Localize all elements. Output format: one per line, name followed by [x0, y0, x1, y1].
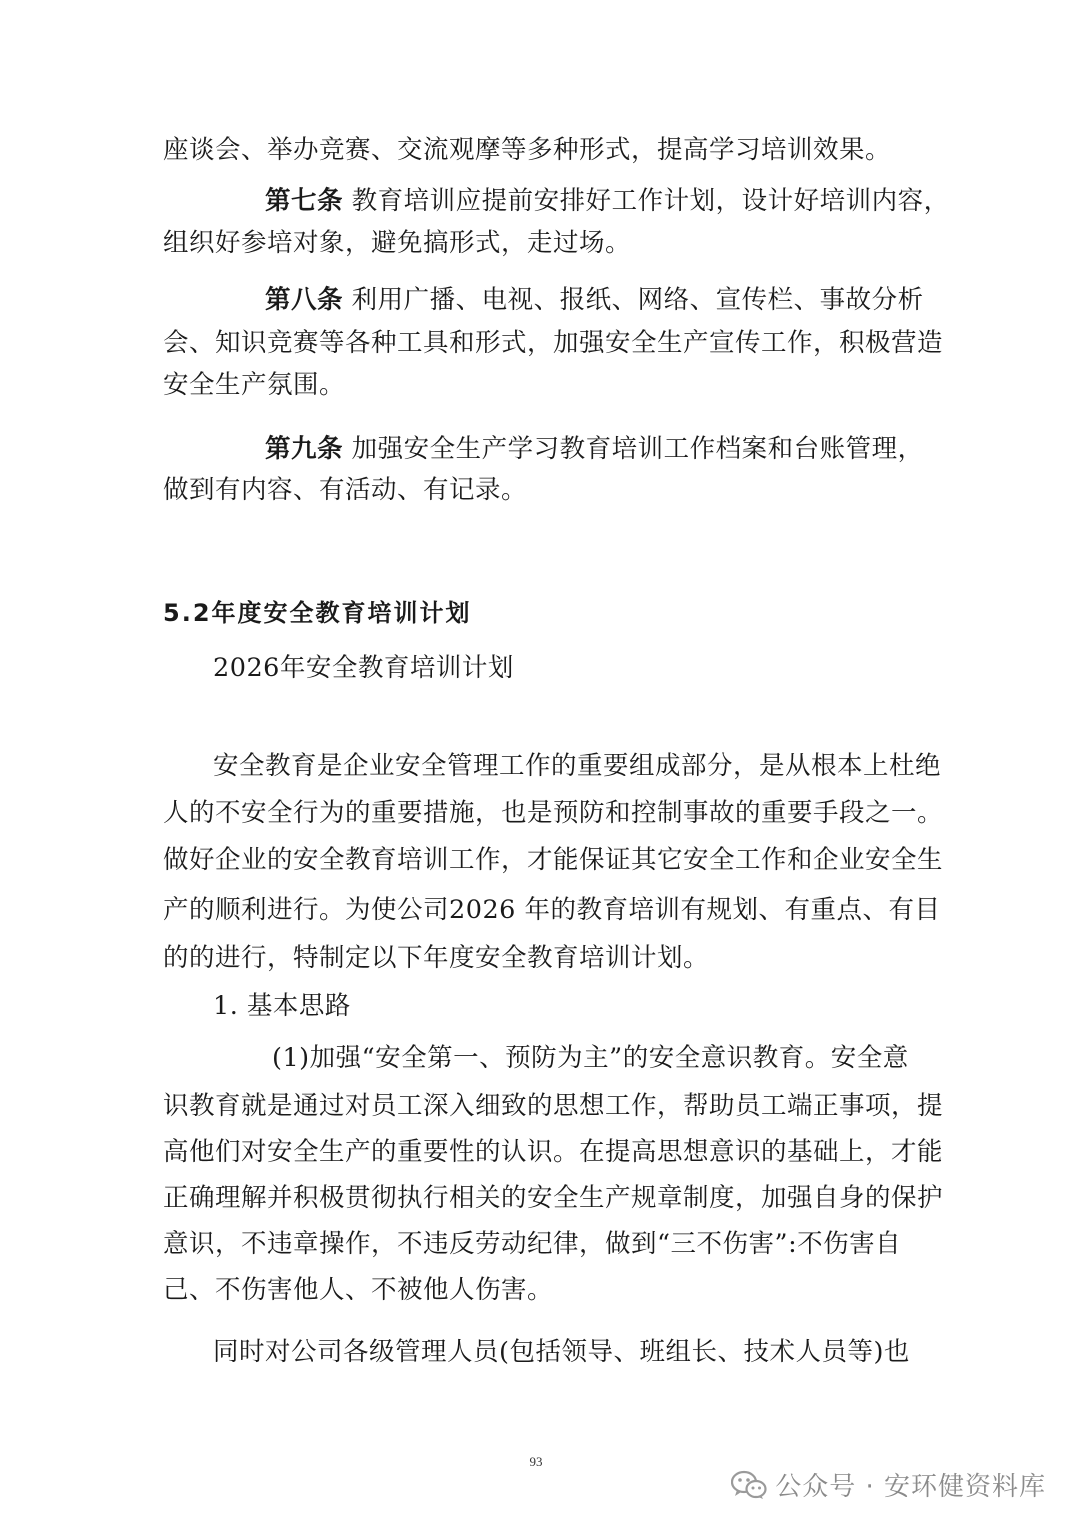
body-line: 组织好参培对象，避免搞形式，走过场。: [163, 228, 632, 258]
article-text: 教育培训应提前安排好工作计划，设计好培训内容，: [351, 186, 950, 216]
body-line: 己、不伤害他人、不被他人伤害。: [163, 1275, 554, 1305]
article-label: 第八条: [265, 285, 344, 315]
article-text: 加强安全生产学习教育培训工作档案和台账管理，: [351, 434, 924, 464]
article-8: [265, 282, 924, 318]
body-line: 安全教育是企业安全管理工作的重要组成部分，是从根本上杜绝: [213, 751, 942, 781]
body-line: 座谈会、举办竞赛、交流观摩等多种形式，提高学习培训效果。: [163, 135, 892, 165]
body-line: 产的顺利进行。为使公司2026 年的教育培训有规划、有重点、有目: [163, 895, 941, 925]
body-line: 安全生产氛围。: [163, 370, 346, 400]
body-line: 同时对公司各级管理人员(包括领导、班组长、技术人员等)也: [213, 1337, 910, 1367]
article-7: [265, 183, 950, 219]
wechat-icon: [731, 1470, 767, 1500]
body-line: 正确理解并积极贯彻执行相关的安全生产规章制度，加强自身的保护: [163, 1183, 944, 1213]
body-line: 做到有内容、有活动、有记录。: [163, 475, 528, 505]
body-line: 的的进行，特制定以下年度安全教育培训计划。: [163, 943, 710, 973]
body-line: 会、知识竞赛等各种工具和形式，加强安全生产宣传工作，积极营造: [163, 328, 944, 358]
page-number: 93: [529, 1454, 543, 1469]
watermark: [731, 1466, 1046, 1503]
body-line: 识教育就是通过对员工深入细致的思想工作，帮助员工端正事项，提: [163, 1091, 944, 1121]
watermark-text: 公众号 · 安环健资料库: [775, 1472, 1046, 1502]
body-line: (1)加强“安全第一、预防为主”的安全意识教育。安全意: [272, 1043, 909, 1073]
article-label: 第七条: [265, 186, 344, 216]
article-text: 利用广播、电视、报纸、网络、宣传栏、事故分析: [351, 285, 924, 315]
body-line: 做好企业的安全教育培训工作，才能保证其它安全工作和企业安全生: [163, 845, 944, 875]
plan-title: 2026年安全教育培训计划: [213, 653, 514, 683]
body-line: 高他们对安全生产的重要性的认识。在提高思想意识的基础上，才能: [163, 1137, 944, 1167]
article-9: [265, 431, 924, 467]
body-line: 人的不安全行为的重要措施，也是预防和控制事故的重要手段之一。: [163, 798, 944, 828]
subsection-title: 1. 基本思路: [213, 991, 351, 1021]
article-label: 第九条: [265, 434, 344, 464]
section-heading: 5.2年度安全教育培训计划: [163, 599, 472, 627]
body-line: 意识，不违章操作，不违反劳动纪律，做到“三不伤害”:不伤害自: [163, 1229, 902, 1259]
